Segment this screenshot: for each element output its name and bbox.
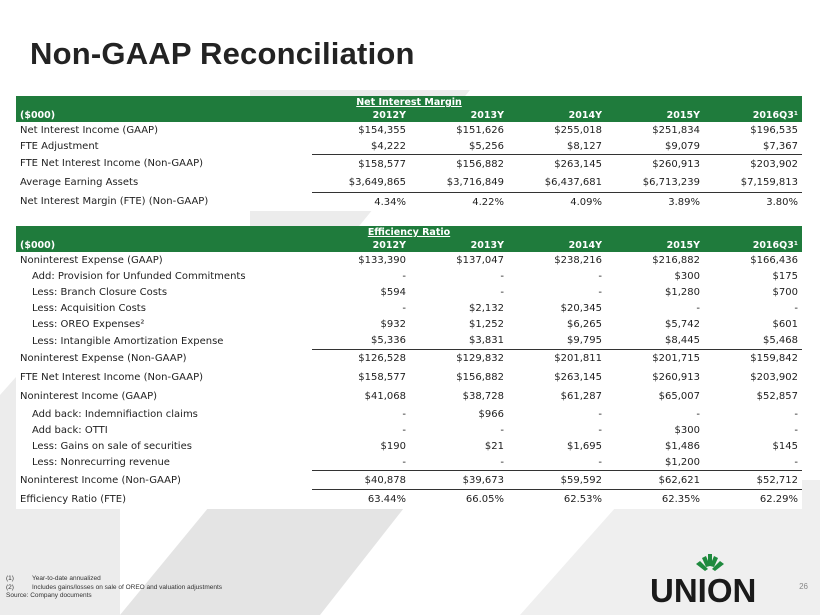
cell: $158,577 [358, 158, 406, 170]
cell: $145 [772, 441, 798, 453]
cell: $5,336 [312, 333, 410, 349]
eff-col-2013: 2013Y [470, 240, 504, 251]
table-row [16, 439, 802, 455]
footnote-text: Includes gains/losses on sale of OREO and valuation adjustments [32, 583, 223, 591]
cell: $9,795 [508, 333, 606, 349]
table-row [16, 252, 802, 268]
cell: - [508, 455, 606, 471]
cell: $62,621 [606, 471, 704, 490]
nim-unit-label: ($000) [20, 110, 56, 121]
table-row [16, 349, 802, 368]
cell: $133,390 [358, 254, 406, 266]
cell: $159,842 [750, 353, 798, 365]
cell: $156,882 [456, 372, 504, 384]
cell: $40,878 [312, 471, 410, 490]
cell: - [500, 286, 504, 298]
row-label: Net Interest Income (GAAP) [20, 124, 158, 136]
cell: $263,145 [554, 372, 602, 384]
cell: - [500, 270, 504, 282]
table-row [16, 490, 802, 509]
cell: $932 [380, 319, 406, 331]
cell: $203,902 [750, 158, 798, 170]
cell: 4.22% [472, 196, 504, 208]
nim-col-2012: 2012Y [372, 110, 406, 121]
row-label: Less: Intangible Amortization Expense [32, 335, 224, 347]
table-row [16, 317, 802, 333]
nim-col-2014: 2014Y [568, 110, 602, 121]
table-row [16, 422, 802, 438]
cell: 62.35% [661, 494, 700, 506]
cell: $3,716,849 [410, 173, 508, 192]
eff-section-title: Efficiency Ratio [367, 227, 451, 238]
footnote-number: (2) [6, 583, 14, 591]
cell: $216,882 [652, 254, 700, 266]
table-row [16, 284, 802, 300]
table-row [16, 301, 802, 317]
nim-section-title: Net Interest Margin [356, 97, 462, 108]
cell: $251,834 [652, 124, 700, 136]
cell: $5,256 [410, 138, 508, 154]
row-label: Add back: OTTI [32, 424, 108, 436]
cell: 62.29% [759, 494, 798, 506]
nim-col-2013: 2013Y [470, 110, 504, 121]
cell: $700 [772, 286, 798, 298]
cell: $175 [772, 270, 798, 282]
cell: - [402, 303, 406, 315]
table-row [16, 122, 802, 138]
cell: $201,715 [652, 353, 700, 365]
cell: $300 [674, 424, 700, 436]
footnote-text: Year-to-date annualized [32, 575, 101, 582]
table-row [16, 173, 802, 192]
row-label: FTE Net Interest Income (Non-GAAP) [20, 158, 204, 170]
row-label: Net Interest Margin (FTE) (Non-GAAP) [20, 196, 209, 208]
table-row [16, 471, 802, 490]
eff-col-2016q3: 2016Q3¹ [752, 240, 798, 251]
row-label: Average Earning Assets [20, 177, 139, 189]
cell: $158,577 [358, 372, 406, 384]
cell: $52,857 [756, 391, 798, 403]
cell: 4.34% [374, 196, 406, 208]
cell: $238,216 [554, 254, 602, 266]
page-number: 26 [799, 582, 808, 591]
eff-unit-label: ($000) [20, 240, 56, 251]
footnote [6, 584, 222, 593]
cell: $2,132 [469, 303, 504, 315]
cell: $6,713,239 [606, 173, 704, 192]
cell: - [598, 408, 602, 420]
logo-wordmark: UNION [650, 572, 757, 607]
cell: $263,145 [554, 158, 602, 170]
cell: - [402, 270, 406, 282]
cell: $5,742 [665, 319, 700, 331]
cell: $6,265 [567, 319, 602, 331]
cell: - [704, 455, 802, 471]
cell: - [410, 455, 508, 471]
cell: - [402, 408, 406, 420]
cell: $203,902 [750, 372, 798, 384]
cell: $3,831 [410, 333, 508, 349]
cell: $39,673 [410, 471, 508, 490]
eff-col-2012: 2012Y [372, 240, 406, 251]
cell: $156,882 [456, 158, 504, 170]
cell: $8,127 [508, 138, 606, 154]
cell: $196,535 [750, 124, 798, 136]
cell: $20,345 [560, 303, 602, 315]
row-label: Less: Nonrecurring revenue [32, 457, 170, 469]
footnotes [6, 575, 222, 601]
cell: 4.09% [570, 196, 602, 208]
cell: 3.80% [766, 196, 798, 208]
row-label: Less: Branch Closure Costs [32, 286, 168, 298]
nim-header-row [16, 109, 802, 122]
union-leaf-icon [650, 552, 785, 607]
row-label: Add: Provision for Unfunded Commitments [32, 270, 246, 282]
nim-col-2015: 2015Y [666, 110, 700, 121]
cell: $594 [380, 286, 406, 298]
cell: $3,649,865 [312, 173, 410, 192]
eff-col-2015: 2015Y [666, 240, 700, 251]
row-label: Less: OREO Expenses² [32, 319, 145, 331]
nim-section-title-row [16, 96, 802, 109]
net-interest-margin-table [16, 96, 802, 211]
nim-col-2016q3: 2016Q3¹ [752, 110, 798, 121]
cell: - [598, 424, 602, 436]
cell: $41,068 [364, 391, 406, 403]
cell: - [500, 424, 504, 436]
eff-col-2014: 2014Y [568, 240, 602, 251]
row-label: Less: Acquisition Costs [32, 303, 146, 315]
cell: $151,626 [456, 124, 504, 136]
cell: $255,018 [554, 124, 602, 136]
table-row [16, 138, 802, 154]
cell: - [598, 286, 602, 298]
cell: $300 [674, 270, 700, 282]
cell: - [696, 303, 700, 315]
row-label: Add back: Indemnifiaction claims [32, 408, 198, 420]
cell: $59,592 [508, 471, 606, 490]
cell: 3.89% [668, 196, 700, 208]
table-row [16, 268, 802, 284]
cell: $1,486 [665, 441, 700, 453]
row-label: Efficiency Ratio (FTE) [20, 493, 127, 505]
cell: $9,079 [606, 138, 704, 154]
row-label: Noninterest Expense (Non-GAAP) [20, 353, 187, 365]
cell: $38,728 [462, 391, 504, 403]
cell: 63.44% [367, 494, 406, 506]
table-row [16, 154, 802, 173]
cell: - [794, 303, 798, 315]
cell: $1,280 [665, 286, 700, 298]
cell: $6,437,681 [508, 173, 606, 192]
eff-header-row [16, 239, 802, 252]
cell: $1,252 [469, 319, 504, 331]
cell: $260,913 [652, 158, 700, 170]
cell: $260,913 [652, 372, 700, 384]
table-row [16, 192, 802, 211]
cell: $137,047 [456, 254, 504, 266]
table-row [16, 406, 802, 422]
eff-section-title-row [16, 226, 802, 239]
table-row [16, 333, 802, 349]
table-row [16, 368, 802, 387]
cell: $601 [772, 319, 798, 331]
source-note: Source: Company documents [6, 592, 92, 599]
cell: - [794, 424, 798, 436]
cell: 62.53% [563, 494, 602, 506]
table-row [16, 387, 802, 406]
table-row [16, 455, 802, 471]
cell: - [696, 408, 700, 420]
row-label: FTE Adjustment [20, 140, 99, 152]
row-label: Noninterest Income (GAAP) [20, 391, 157, 403]
cell: $65,007 [658, 391, 700, 403]
cell: $126,528 [358, 353, 406, 365]
cell: $166,436 [750, 254, 798, 266]
cell: $1,200 [606, 455, 704, 471]
cell: - [312, 455, 410, 471]
cell: $21 [484, 441, 504, 453]
efficiency-ratio-table [16, 226, 802, 509]
cell: $8,445 [606, 333, 704, 349]
cell: $966 [478, 408, 504, 420]
page-title: Non-GAAP Reconciliation [30, 36, 415, 71]
cell: $190 [380, 441, 406, 453]
cell: 66.05% [465, 494, 504, 506]
cell: $201,811 [554, 353, 602, 365]
union-logo [650, 552, 785, 607]
cell: - [794, 408, 798, 420]
row-label: Less: Gains on sale of securities [32, 441, 192, 453]
cell: - [598, 270, 602, 282]
footnote [6, 575, 222, 584]
row-label: Noninterest Expense (GAAP) [20, 254, 163, 266]
cell: $7,367 [704, 138, 802, 154]
cell: $154,355 [358, 124, 406, 136]
cell: $52,712 [704, 471, 802, 490]
row-label: Noninterest Income (Non-GAAP) [20, 474, 181, 486]
cell: $4,222 [312, 138, 410, 154]
cell: - [402, 424, 406, 436]
cell: $5,468 [704, 333, 802, 349]
footnote-number: (1) [6, 575, 14, 582]
cell: $7,159,813 [704, 173, 802, 192]
cell: $61,287 [560, 391, 602, 403]
cell: $129,832 [456, 353, 504, 365]
row-label: FTE Net Interest Income (Non-GAAP) [20, 372, 204, 384]
cell: $1,695 [567, 441, 602, 453]
